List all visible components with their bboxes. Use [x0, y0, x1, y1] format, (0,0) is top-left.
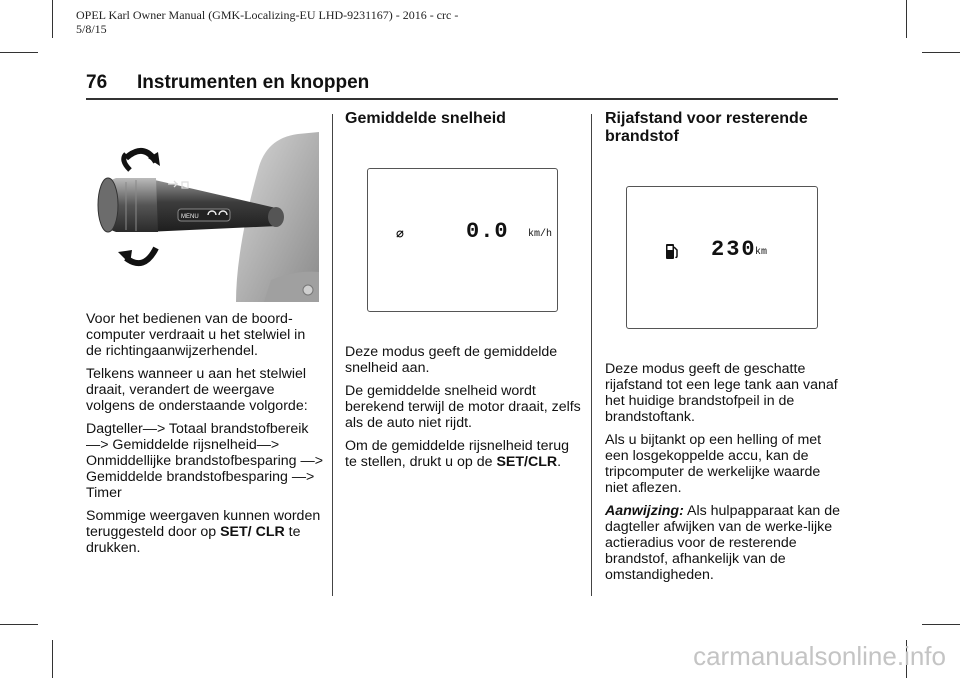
- column-3-heading: [605, 110, 840, 146]
- column-divider: [591, 114, 592, 596]
- paragraph: [86, 508, 324, 556]
- set-clr-button-ref: SET/CLR: [496, 454, 558, 470]
- paragraph: De gemiddelde snelheid wordt berekend terwijl de motor draait, zelfs als de auto niet rijdt.: [345, 383, 581, 431]
- page-number: 76: [86, 72, 108, 93]
- paragraph: [345, 438, 583, 470]
- fuel-pump-icon: [665, 242, 679, 260]
- text-run: .: [557, 454, 562, 470]
- crop-mark: [52, 640, 53, 678]
- average-speed-display: [367, 168, 558, 312]
- range-unit: km: [755, 247, 768, 258]
- document-meta-line2: 5/8/15: [76, 22, 107, 36]
- document-meta: [76, 8, 458, 36]
- crop-mark: [922, 52, 960, 53]
- turn-signal-lever-illustration: [86, 130, 319, 302]
- note-label: Aanwijzing:: [605, 503, 684, 519]
- text-run: Om de gemiddelde rijsnelheid terug te stellen, drukt u op de: [345, 438, 569, 470]
- page-title: Instrumenten en knoppen: [137, 72, 370, 93]
- section-heading: Gemiddelde snelheid: [345, 110, 506, 127]
- speed-unit: km/h: [528, 229, 553, 240]
- section-heading: Rijafstand voor resterende brandstof: [605, 110, 808, 145]
- svg-text:MENU: MENU: [181, 214, 199, 220]
- crop-mark: [0, 52, 38, 53]
- crop-mark: [906, 0, 907, 38]
- crop-mark: [0, 624, 38, 625]
- paragraph: Als u bijtankt op een helling of met een losgekoppelde accu, kan de tripcomputer de werkelijke waarde niet aflezen.: [605, 432, 822, 496]
- paragraph: Deze modus geeft de gemiddelde snelheid aan.: [345, 344, 558, 376]
- crop-mark: [52, 0, 53, 38]
- text-run: Sommige weergaven kunnen worden teruggesteld door op: [86, 508, 321, 540]
- note-text: Als hulpapparaat kan de dagteller afwijken van de werke-lijke actieradius voor de resterende brandstof, afhankelijk van de omstandigheden.: [605, 503, 841, 583]
- paragraph: Telkens wanneer u aan het stelwiel draait, verandert de weergave volgens de onderstaande volgorde:: [86, 366, 308, 414]
- column-2-text: [345, 344, 583, 477]
- average-symbol: ⌀: [396, 227, 404, 242]
- crop-mark: [922, 624, 960, 625]
- text-run: te drukken.: [86, 524, 301, 556]
- set-clr-button-ref: SET/ CLR: [220, 524, 285, 540]
- column-3-text: [605, 361, 841, 590]
- paragraph: Dagteller—> Totaal brandstofbereik —> Gemiddelde rijsnelheid—> Onmiddellijke brandstofbesparing —> Gemiddelde brandstofbesparing —> Timer: [86, 421, 323, 501]
- header-rule: [86, 98, 838, 100]
- column-2-heading: [345, 110, 581, 128]
- document-meta-line1: OPEL Karl Owner Manual (GMK-Localizing-EU LHD-9231167) - 2016 - crc -: [76, 8, 459, 22]
- range-display: [626, 186, 818, 329]
- watermark: carmanualsonline.info: [693, 641, 946, 671]
- average-speed-value: 0.0: [466, 219, 509, 244]
- paragraph: Deze modus geeft de geschatte rijafstand tot een lege tank aan vanaf het huidige brandstofpeil in de brandstoftank.: [605, 361, 838, 425]
- range-value: 230: [711, 237, 757, 262]
- note-paragraph: [605, 503, 841, 583]
- column-divider: [332, 114, 333, 596]
- lever-drawing: [86, 130, 319, 302]
- column-1-text: [86, 311, 324, 563]
- paragraph: Voor het bedienen van de boord-computer verdraait u het stelwiel in de richtingaanwijzerhendel.: [86, 311, 306, 359]
